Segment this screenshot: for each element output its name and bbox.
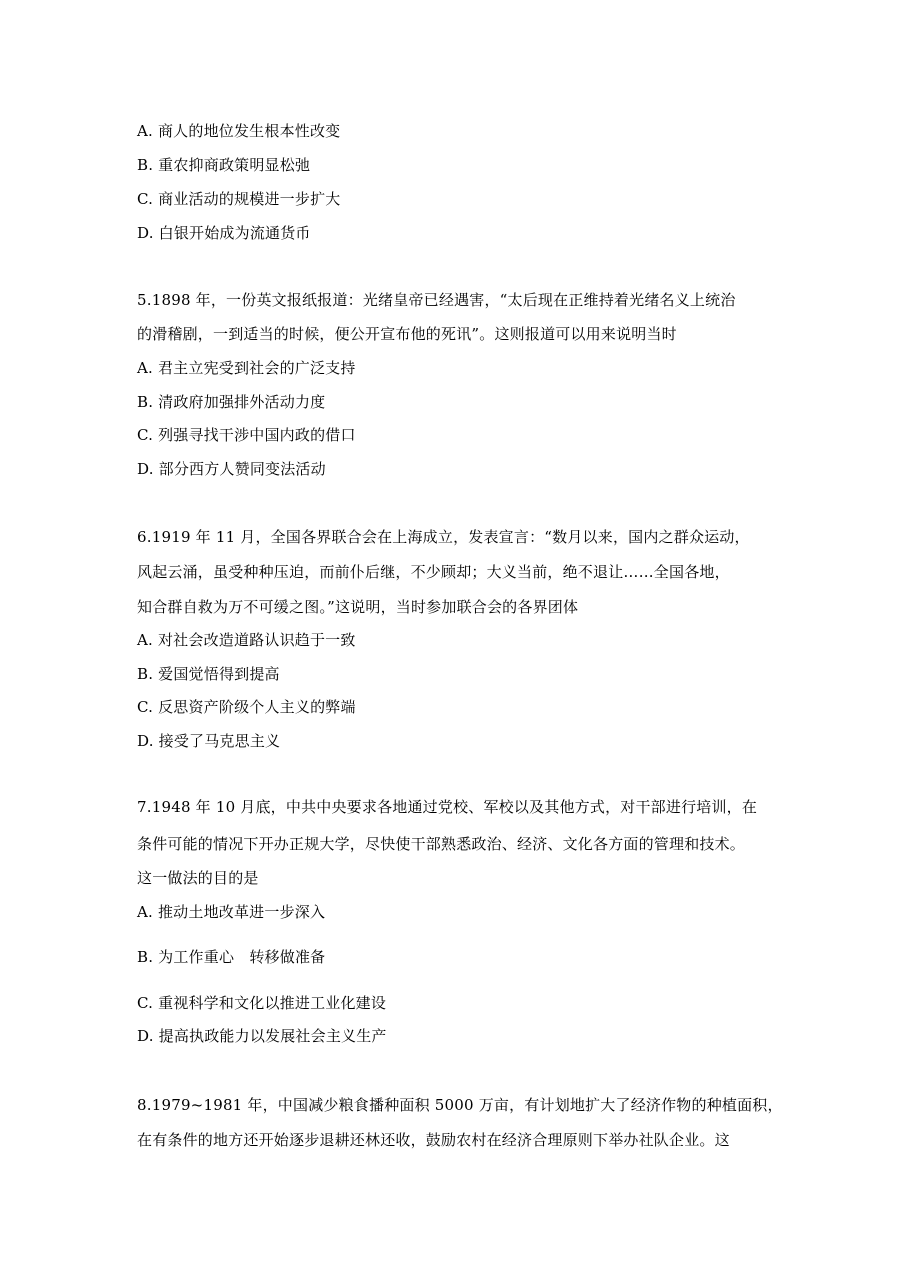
q6-stem-line-2: 风起云涌，虽受种种压迫，而前仆后继，不少顾却；大义当前，绝不退让……全国各地， (137, 563, 730, 581)
q7-stem-line-3: 这一做法的目的是 (137, 869, 259, 887)
q4-option-d: D. 白银开始成为流通货币 (137, 224, 311, 242)
q5-option-d: D. 部分西方人赞同变法活动 (137, 460, 326, 478)
q6-option-a: A. 对社会改造道路认识趋于一致 (137, 631, 356, 649)
q7-option-b: B. 为工作重心 转移做准备 (137, 948, 326, 966)
q7-option-d: D. 提高执政能力以发展社会主义生产 (137, 1027, 387, 1045)
q8-stem-line-1: 8.1979~1981 年，中国减少粮食播种面积 5000 万亩，有计划地扩大了经济作物的种植面积， (137, 1096, 783, 1114)
q5-stem-line-1: 5.1898 年，一份英文报纸报道：光绪皇帝已经遇害，“太后现在正维持着光绪名义上统治 (137, 291, 736, 309)
q7-stem-line-1: 7.1948 年 10 月底，中共中央要求各地通过党校、军校以及其他方式，对干部进行培训，在 (137, 798, 758, 816)
q5-option-c: C. 列强寻找干涉中国内政的借口 (137, 426, 356, 444)
q7-option-a: A. 推动土地改革进一步深入 (137, 903, 326, 921)
q6-option-d: D. 接受了马克思主义 (137, 732, 281, 750)
q6-option-c: C. 反思资产阶级个人主义的弊端 (137, 698, 356, 716)
q4-option-a: A. 商人的地位发生根本性改变 (137, 122, 341, 140)
q5-option-b: B. 清政府加强排外活动力度 (137, 393, 326, 411)
q7-option-c: C. 重视科学和文化以推进工业化建设 (137, 994, 387, 1012)
q4-option-c: C. 商业活动的规模进一步扩大 (137, 190, 341, 208)
q7-stem-line-2: 条件可能的情况下开办正规大学，尽快使干部熟悉政治、经济、文化各方面的管理和技术。 (137, 835, 746, 853)
q8-stem-line-2: 在有条件的地方还开始逐步退耕还林还收，鼓励农村在经济合理原则下举办社队企业。这 (137, 1131, 730, 1149)
q5-stem-line-2: 的滑稽剧，一到适当的时候，便公开宣布他的死讯”。这则报道可以用来说明当时 (137, 325, 677, 343)
q6-stem-line-1: 6.1919 年 11 月，全国各界联合会在上海成立，发表宣言：“数月以来，国内之群众运动， (137, 528, 750, 546)
q4-option-b: B. 重农抑商政策明显松弛 (137, 156, 311, 174)
q5-option-a: A. 君主立宪受到社会的广泛支持 (137, 359, 356, 377)
q6-stem-line-3: 知合群自救为万不可缓之图。”这说明，当时参加联合会的各界团体 (137, 598, 579, 616)
q6-option-b: B. 爱国觉悟得到提高 (137, 665, 280, 683)
